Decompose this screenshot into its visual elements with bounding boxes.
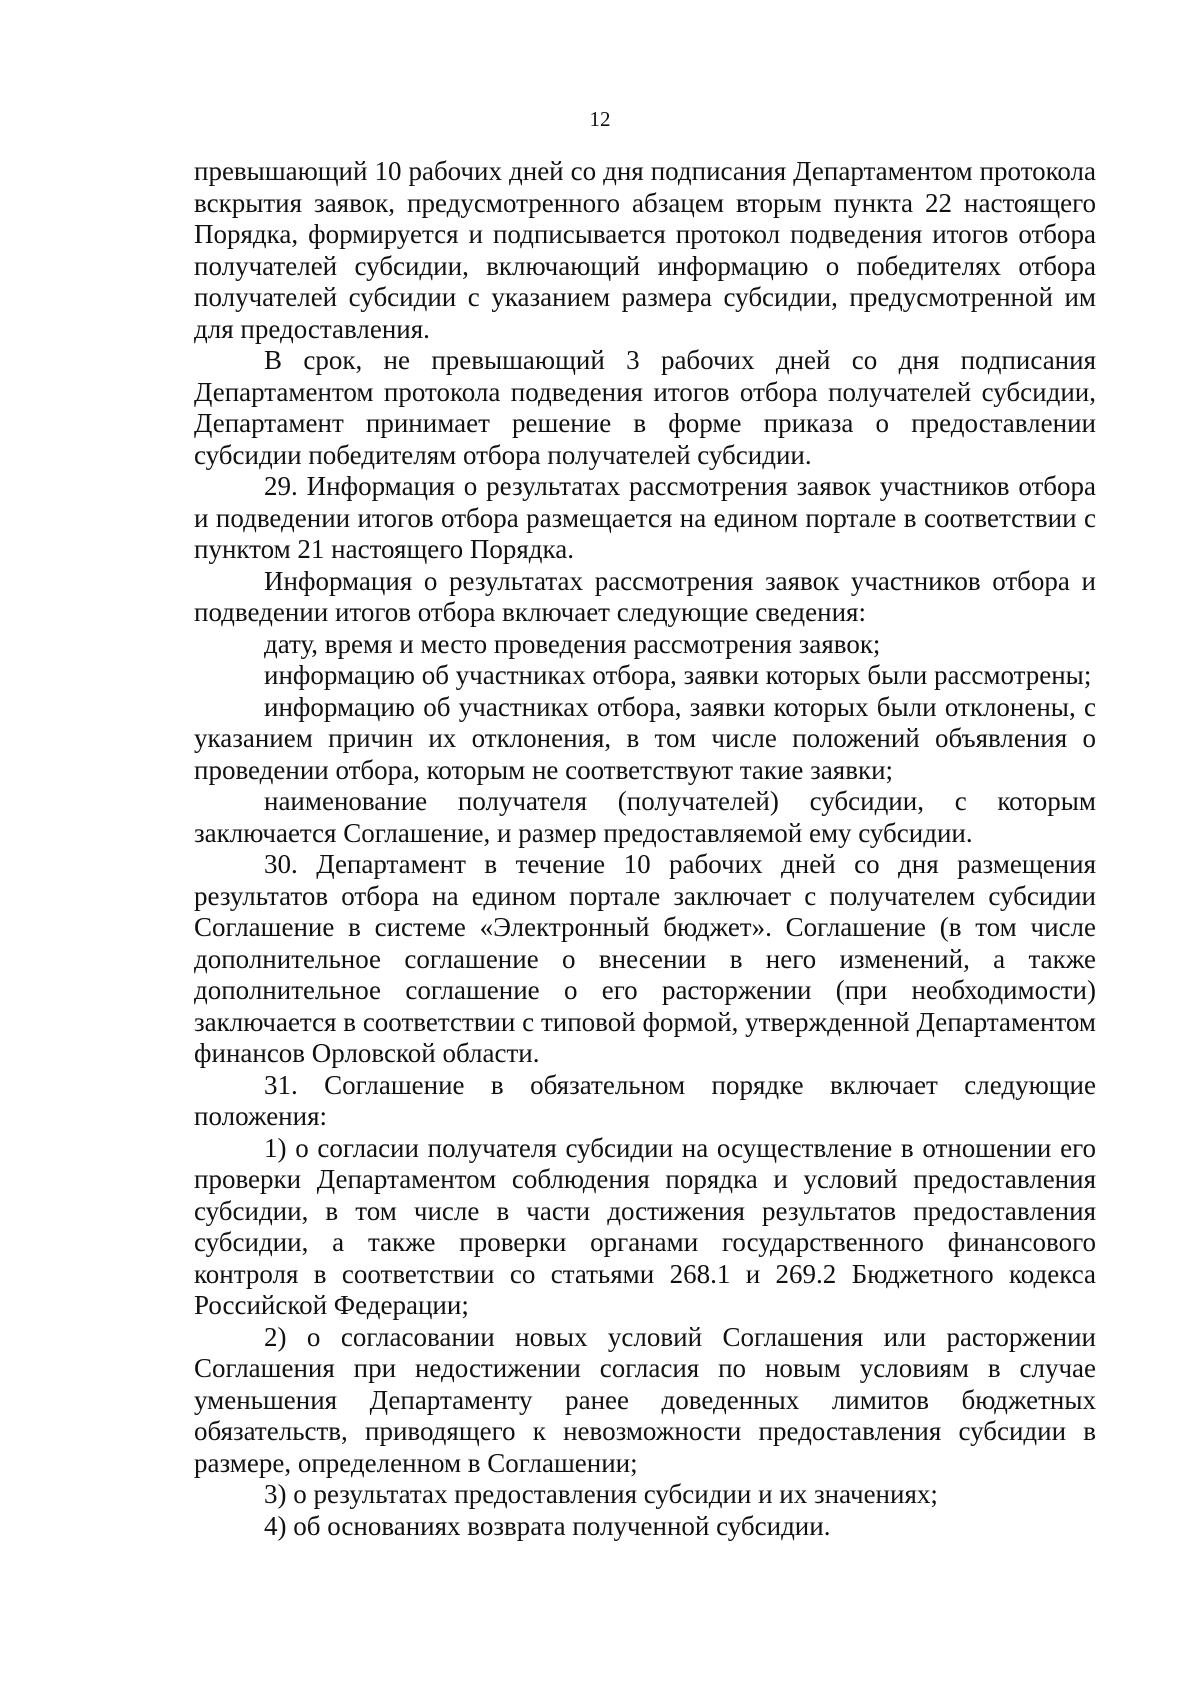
paragraph-continuation: превышающий 10 рабочих дней со дня подписания Департаментом протокола вскрытия заявок, предусмотренного абзацем вторым пункта 22 настоящего Порядка, формируется и подписывается протокол подведения итогов отбора получателей субсидии, включающий информацию о победителях отбора получателей субсидии с указанием размера субсидии, предусмотренной им для предоставления.	[194, 156, 1096, 344]
clause-3: 3) о результатах предоставления субсидии и их значениях;	[264, 1479, 938, 1509]
list-item-rejected-applications: информацию об участниках отбора, заявки которых были отклонены, с указанием причин их отклонения, в том числе положений объявления о проведении отбора, которым не соответствуют такие заявки;	[194, 691, 1096, 785]
paragraph-29: 29. Информация о результатах рассмотрения заявок участников отбора и подведении итогов отбора размещается на едином портале в соответствии с пунктом 21 настоящего Порядка.	[194, 471, 1096, 564]
paragraph-30: 30. Департамент в течение 10 рабочих дней со дня размещения результатов отбора на едином портале заключает с получателем субсидии Соглашение в системе «Электронный бюджет». Соглашение (в том числе дополнительное соглашение о внесении в него изменений, а также дополнительное соглашение о его расторжении (при необходимости) заключается в соответствии с типовой формой, утвержденной Департаментом финансов Орловской области.	[194, 849, 1096, 1068]
paragraph-information-contents: Информация о результатах рассмотрения заявок участников отбора и подведении итогов отбора включает следующие сведения:	[194, 565, 1096, 627]
paragraph-31: 31. Соглашение в обязательном порядке включает следующие положения:	[194, 1069, 1096, 1131]
paragraph-decision-term: В срок, не превышающий 3 рабочих дней со дня подписания Департаментом протокола подведения итогов отбора получателей субсидии, Департамент принимает решение в форме приказа о предоставлении субсидии победителям отбора получателей субсидии.	[194, 345, 1096, 470]
page-number: 12	[589, 107, 611, 131]
document-body	[194, 156, 1096, 1542]
list-item-reviewed-applications: информацию об участниках отбора, заявки которых были рассмотрены;	[264, 660, 1092, 690]
clause-1: 1) о согласии получателя субсидии на осуществление в отношении его проверки Департаментом соблюдения порядка и условий предоставления субсидии, в том числе в части достижения результатов предоставления субсидии, а также проверки органами государственного финансового контроля в соответствии со статьями 268.1 и 269.2 Бюджетного кодекса Российской Федерации;	[194, 1132, 1096, 1320]
list-item-recipient-name: наименование получателя (получателей) субсидии, с которым заключается Соглашение, и размер предоставляемой ему субсидии.	[194, 786, 1096, 848]
clause-4: 4) об основаниях возврата полученной субсидии.	[264, 1510, 831, 1541]
list-item-date-time-place: дату, время и место проведения рассмотрения заявок;	[264, 628, 881, 659]
clause-2: 2) о согласовании новых условий Соглашения или расторжении Соглашения при недостижении согласия по новым условиям в случае уменьшения Департаменту ранее доведенных лимитов бюджетных обязательств, приводящего к невозможности предоставления субсидии в размере, определенном в Соглашении;	[194, 1321, 1096, 1478]
